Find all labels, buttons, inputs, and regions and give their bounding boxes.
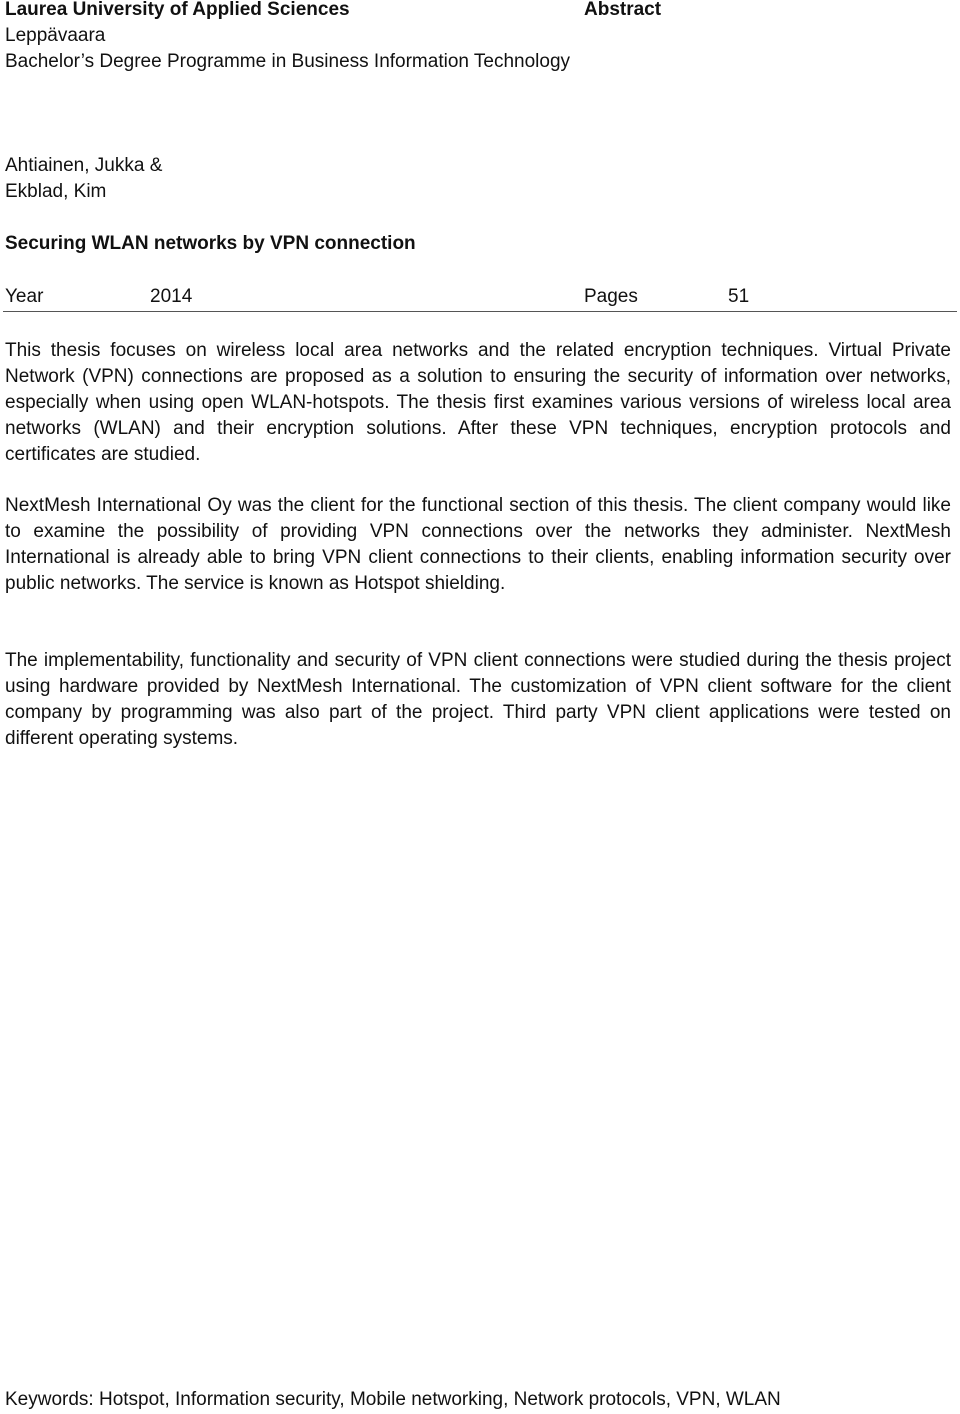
campus-name: Leppävaara — [5, 25, 106, 46]
abstract-paragraph: NextMesh International Oy was the client for the functional section of this thesis. The client company would like to examine the possibility of providing VPN connections over the networks they administer. NextMesh International is already able to bring VPN client connections to their clients, enabling information security over public networks. The service is known as Hotspot shielding. — [5, 495, 951, 594]
pages-label: Pages — [584, 286, 638, 307]
year-value: 2014 — [150, 286, 193, 307]
abstract-paragraph: The implementability, functionality and security of VPN client connections were studied during the thesis project using hardware provided by NextMesh International. The customization of VPN client software for the client company by programming was also part of the project. Third party VPN client applications were tested on different operating systems. — [5, 650, 951, 749]
author-line: Ekblad, Kim — [5, 181, 107, 202]
institution-name: Laurea University of Applied Sciences — [5, 0, 350, 20]
year-label: Year — [5, 286, 44, 307]
keywords: Keywords: Hotspot, Information security, Mobile networking, Network protocols, VPN, WLAN — [5, 1389, 781, 1410]
degree-programme: Bachelor’s Degree Programme in Business Information Technology — [5, 51, 571, 72]
document-type: Abstract — [584, 0, 662, 20]
abstract-paragraph: This thesis focuses on wireless local area networks and the related encryption techniques. Virtual Private Network (VPN) connections are proposed as a solution to ensuring the security of information over networks, especially when using open WLAN-hotspots. The thesis first examines various versions of wireless local area networks (WLAN) and their encryption solutions. After these VPN techniques, encryption protocols and certificates are studied. — [5, 340, 951, 465]
pages-value: 51 — [728, 286, 750, 307]
divider — [3, 311, 957, 312]
author-line: Ahtiainen, Jukka & — [5, 155, 163, 176]
thesis-title: Securing WLAN networks by VPN connection — [5, 233, 416, 254]
